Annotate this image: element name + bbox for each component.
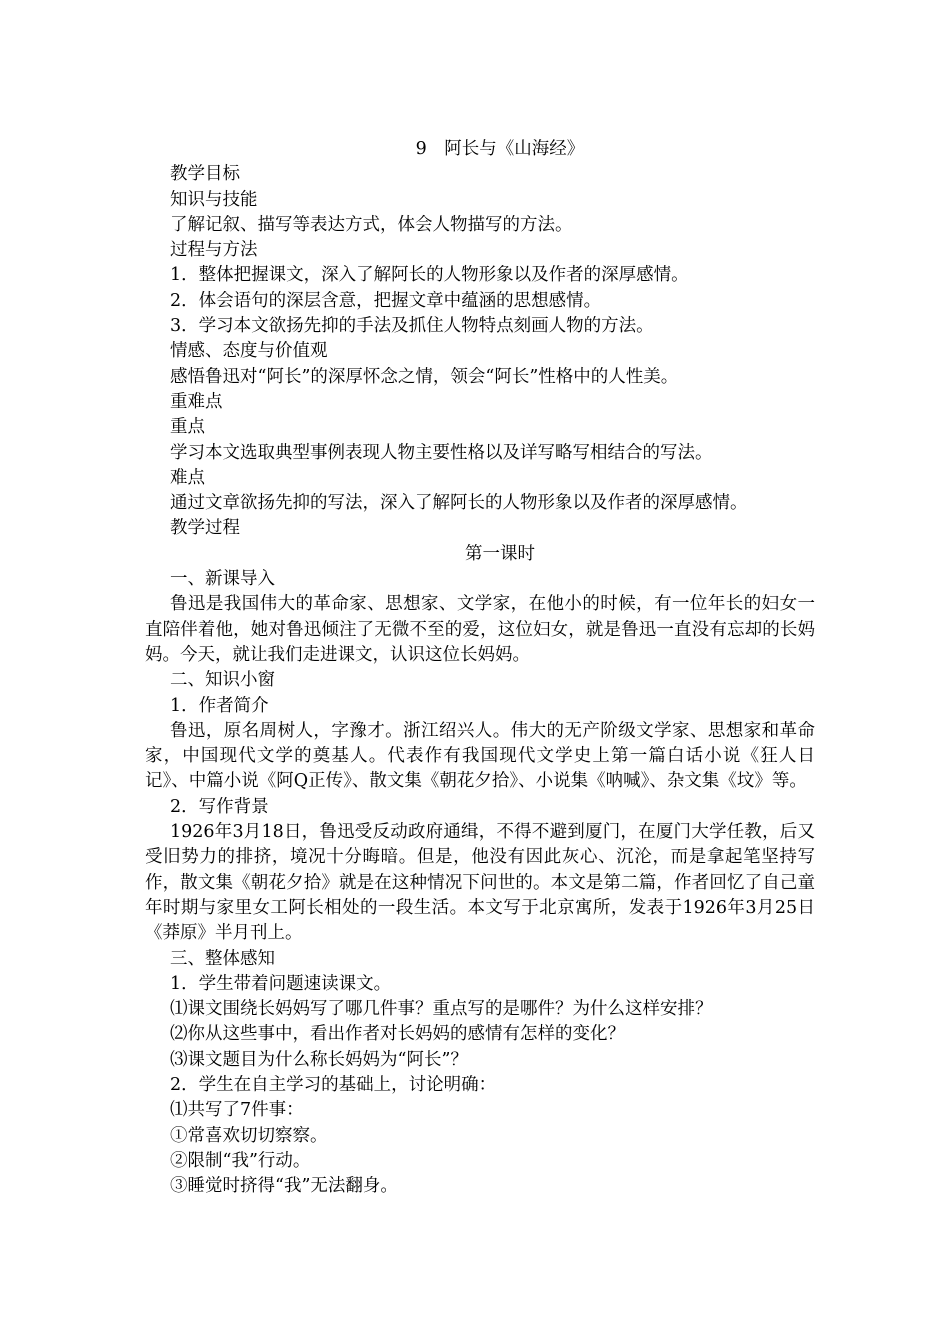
subsection-heading: 2．写作背景 — [170, 796, 269, 817]
text-line: 知识与技能 — [170, 189, 258, 210]
text-line: 2．学生在自主学习的基础上，讨论明确： — [170, 1074, 497, 1095]
text-line: 1．学生带着问题速读课文。 — [170, 973, 392, 994]
text-line: 学习本文选取典型事例表现人物主要性格以及详写略写相结合的写法。 — [170, 442, 713, 463]
section-heading: 一、新课导入 — [170, 569, 275, 590]
subsection-heading: 1．作者简介 — [170, 695, 269, 716]
text-line: 过程与方法 — [170, 240, 258, 261]
text-line: 教学过程 — [170, 518, 240, 539]
section-heading: 三、整体感知 — [170, 948, 275, 969]
text-line: 1．整体把握课文，深入了解阿长的人物形象以及作者的深厚感情。 — [170, 265, 689, 286]
text-line: ⑴课文围绕长妈妈写了哪几件事？重点写的是哪件？为什么这样安排？ — [170, 999, 713, 1020]
text-line: 重点 — [170, 417, 205, 438]
paragraph-background: 1926年3月18日，鲁迅受反动政府通缉，不得不避到厦门，在厦门大学任教，后又受旧势力的排挤，境况十分晦暗。但是，他没有因此灰心、沉沦，而是拿起笔坚持写作，散文集《朝花夕拾》就是在这种情况下问世的。本文是第二篇，作者回忆了自己童年时期与家里女工阿长相处的一段生活。本文写于北京寓所，发表于1926年3月25日《莽原》半月刊上。 — [145, 822, 815, 944]
section-heading: 二、知识小窗 — [170, 670, 275, 691]
text-line: 通过文章欲扬先抑的写法，深入了解阿长的人物形象以及作者的深厚感情。 — [170, 493, 748, 514]
text-line: ⑴共写了7件事： — [170, 1100, 304, 1121]
text-line: ①常喜欢切切察察。 — [170, 1125, 328, 1146]
text-line: 难点 — [170, 467, 205, 488]
text-line: ③睡觉时挤得“我”无法翻身。 — [170, 1176, 398, 1197]
lesson-heading: 第一课时 — [465, 543, 535, 564]
text-line: ②限制“我”行动。 — [170, 1150, 311, 1171]
text-line: 2．体会语句的深层含意，把握文章中蕴涵的思想感情。 — [170, 290, 602, 311]
paragraph-author: 鲁迅，原名周树人，字豫才。浙江绍兴人。伟大的无产阶级文学家、思想家和革命家，中国现代文学的奠基人。代表作有我国现代文学史上第一篇白话小说《狂人日记》、中篇小说《阿Q正传》、散文集《朝花夕拾》、小说集《呐喊》、杂文集《坟》等。 — [145, 720, 815, 792]
paragraph-intro: 鲁迅是我国伟大的革命家、思想家、文学家，在他小的时候，有一位年长的妇女一直陪伴着他，她对鲁迅倾注了无微不至的爱，这位妇女，就是鲁迅一直没有忘却的长妈妈。今天，就让我们走进课文，认识这位长妈妈。 — [145, 594, 815, 665]
text-line: 情感、态度与价值观 — [170, 341, 328, 362]
text-line: ⑶课文题目为什么称长妈妈为“阿长”？ — [170, 1049, 468, 1070]
page-title: 9 阿长与《山海经》 — [415, 139, 585, 159]
text-line: 重难点 — [170, 391, 223, 412]
text-line: 了解记叙、描写等表达方式，体会人物描写的方法。 — [170, 214, 573, 235]
text-line: 3．学习本文欲扬先抑的手法及抓住人物特点刻画人物的方法。 — [170, 316, 654, 337]
text-line: ⑵你从这些事中，看出作者对长妈妈的感情有怎样的变化？ — [170, 1024, 625, 1045]
text-line: 感悟鲁迅对“阿长”的深厚怀念之情，领会“阿长”性格中的人性美。 — [170, 366, 679, 387]
document-content — [145, 137, 830, 1199]
text-line: 教学目标 — [170, 164, 240, 185]
